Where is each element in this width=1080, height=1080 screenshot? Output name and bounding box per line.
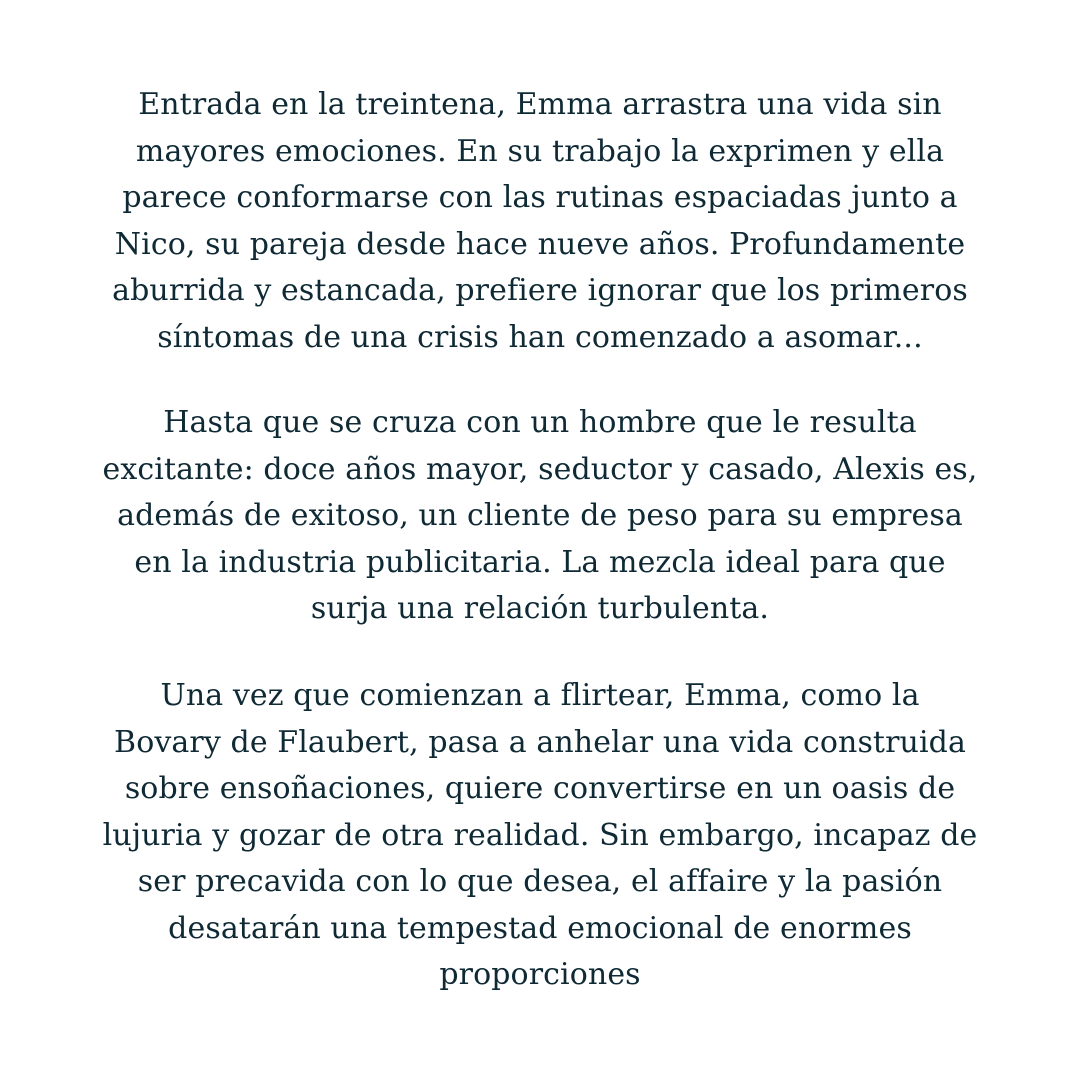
paragraph-line: surja una relación turbulenta. <box>310 591 770 626</box>
paragraph-line: lujuria y gozar de otra realidad. Sin embargo, incapaz de <box>102 817 978 853</box>
paragraph-line: Bovary de Flaubert, pasa a anhelar una vida construida <box>114 724 966 760</box>
paragraph-3 <box>60 673 1020 999</box>
paragraph-line: además de exitoso, un cliente de peso para su empresa <box>117 498 963 533</box>
paragraph-line: Hasta que se cruza con un hombre que le resulta <box>163 405 917 440</box>
paragraph-line: Nico, su pareja desde hace nueve años. Profundamente <box>114 226 966 262</box>
paragraph-line: parece conformarse con las rutinas espaciadas junto a <box>122 180 958 215</box>
paragraph-line: excitante: doce años mayor, seductor y casado, Alexis es, <box>102 451 978 487</box>
paragraph-1 <box>60 82 1020 361</box>
paragraph-line: en la industria publicitaria. La mezcla ideal para que <box>134 544 946 580</box>
paragraph-line: Entrada en la treintena, Emma arrastra una vida sin <box>138 87 942 122</box>
paragraph-line: mayores emociones. En su trabajo la exprimen y ella <box>135 133 945 169</box>
paragraph-line: desatarán una tempestad emocional de enormes <box>168 910 912 946</box>
paragraph-line: sobre ensoñaciones, quiere convertirse en un oasis de <box>124 771 956 806</box>
paragraph-line: proporciones <box>439 957 641 992</box>
paragraph-line: aburrida y estancada, prefiere ignorar que los primeros <box>112 273 968 308</box>
paragraph-line: ser precavida con lo que desea, el affaire y la pasión <box>137 864 943 899</box>
paragraph-line: síntomas de una crisis han comenzado a asomar... <box>157 319 923 355</box>
paragraph-2 <box>60 400 1020 633</box>
paragraph-line: Una vez que comienzan a flirtear, Emma, como la <box>160 678 920 713</box>
